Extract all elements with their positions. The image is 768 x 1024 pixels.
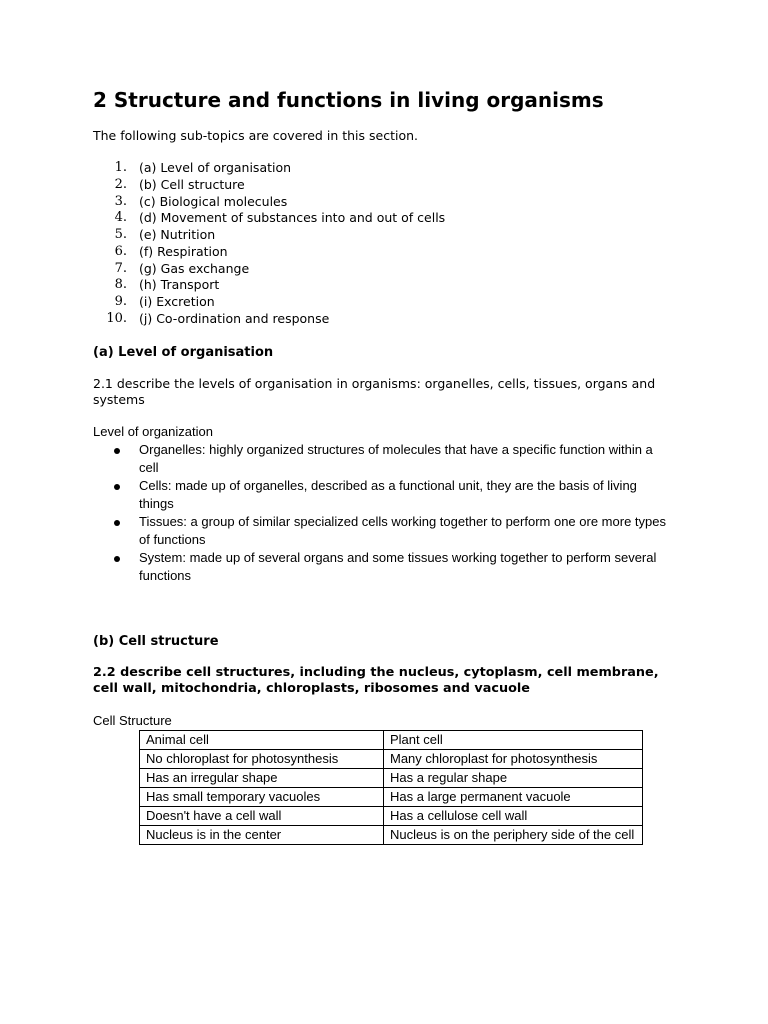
bullet-term: System: (139, 550, 186, 565)
list-number: 7. (114, 260, 127, 276)
list-label: (a) Level of organisation (139, 160, 292, 175)
list-label: (j) Co-ordination and response (139, 310, 330, 326)
list-number: 4. (114, 210, 127, 226)
cell-structure-table (139, 730, 643, 845)
organisation-bullet-list (93, 441, 673, 585)
section-a-objective: 2.1 describe the levels of organisation in organisms: organelles, cells, tissues, organs and systems (93, 376, 656, 407)
bullet-term: Tissues: (139, 514, 187, 529)
bullet-term: Organelles: (139, 442, 206, 457)
table-cell: Plant cell (384, 731, 643, 750)
section-b-heading: (b) Cell structure (93, 634, 219, 649)
table-row (140, 826, 643, 845)
section-a-heading: (a) Level of organisation (93, 345, 274, 360)
list-label: (e) Nutrition (139, 227, 216, 242)
bullet-term: Cells: (139, 478, 172, 493)
intro-text: The following sub-topics are covered in this section. (93, 128, 418, 143)
bullet-icon (114, 448, 120, 454)
list-label: (f) Respiration (139, 243, 228, 259)
table-row (140, 731, 643, 750)
table-cell: Many chloroplast for photosynthesis (384, 750, 643, 769)
list-number: 3. (114, 193, 127, 209)
list-number: 1. (114, 160, 127, 175)
table-cell: Has small temporary vacuoles (140, 788, 384, 807)
table-caption: Cell Structure (93, 713, 172, 728)
table-cell: Nucleus is on the periphery side of the cell (384, 826, 643, 845)
bullet-icon (114, 520, 120, 526)
list-number: 8. (114, 277, 127, 293)
table-cell: Doesn't have a cell wall (140, 807, 384, 826)
list-number: 9. (114, 294, 127, 309)
table-cell: No chloroplast for photosynthesis (140, 750, 384, 769)
list-item (93, 441, 673, 477)
table-cell: Nucleus is in the center (140, 826, 384, 845)
bullet-text: a group of similar specialized cells working together to perform one ore more types of functions (139, 514, 666, 547)
section-a-subheading: Level of organization (93, 424, 213, 439)
section-b-objective: 2.2 describe cell structures, including the nucleus, cytoplasm, cell membrane, cell wall, mitochondria, chloroplasts, ribosomes and vacuole (93, 665, 659, 696)
list-number: 6. (114, 243, 127, 259)
table-row (140, 807, 643, 826)
table-cell: Has a large permanent vacuole (384, 788, 643, 807)
list-label: (c) Biological molecules (139, 193, 288, 209)
list-label: (h) Transport (139, 277, 220, 293)
table-cell: Has a regular shape (384, 769, 643, 788)
bullet-text: made up of organelles, described as a functional unit, they are the basis of living things (139, 478, 637, 511)
list-item (93, 513, 673, 549)
table-cell: Has a cellulose cell wall (384, 807, 643, 826)
table-row (140, 750, 643, 769)
bullet-icon (114, 484, 120, 490)
list-number: 10. (106, 310, 127, 326)
table-row (140, 788, 643, 807)
list-label: (i) Excretion (139, 294, 215, 309)
list-label: (b) Cell structure (139, 176, 245, 192)
page-title: 2 Structure and functions in living organisms (93, 88, 604, 112)
list-item (93, 477, 673, 513)
list-number: 5. (114, 227, 127, 242)
table-cell: Animal cell (140, 731, 384, 750)
list-label: (g) Gas exchange (139, 260, 250, 276)
list-item (93, 549, 673, 585)
list-number: 2. (114, 176, 127, 192)
bullet-icon (114, 556, 120, 562)
bullet-text: highly organized structures of molecules that have a specific function within a cell (139, 442, 653, 475)
table-cell: Has an irregular shape (140, 769, 384, 788)
table-row (140, 769, 643, 788)
list-label: (d) Movement of substances into and out of cells (139, 210, 446, 226)
bullet-text: made up of several organs and some tissues working together to perform several functions (139, 550, 657, 583)
